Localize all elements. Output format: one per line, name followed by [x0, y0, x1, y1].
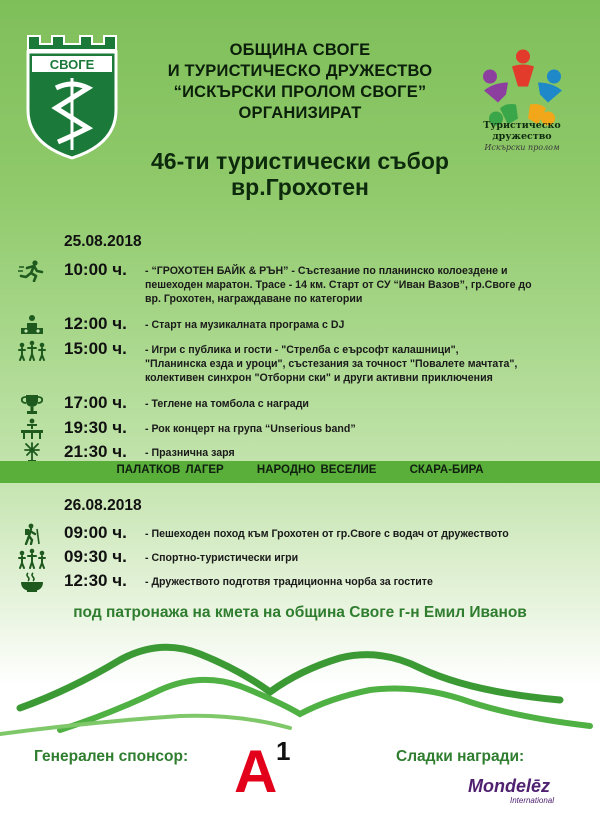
people-games-icon	[18, 547, 46, 569]
trophy-icon	[18, 393, 46, 415]
schedule-time: 19:30 ч.	[64, 418, 127, 437]
sweet-prizes-label: Сладки награди:	[396, 748, 525, 765]
schedule-description: - “ГРОХОТЕН БАЙК & РЪН” - Състезание по планинско колоездене и пешеходен маратон. Трасе - 14 км. Старт от СУ “Иван Вазов”, гр.Своге до вр. Грохотен, награждаване по категории	[145, 265, 532, 305]
schedule-description: - Спортно-туристически игри	[145, 552, 299, 564]
schedule-description: - Игри с публика и гости - "Стрелба с еърсофт калашници", "Планинска езда и уроци", състезания за точност "Повалете мачтата", колективен синхрон "Отборни ски" и други активни приключения	[145, 344, 518, 384]
people-games-icon	[18, 339, 46, 361]
svoge-crest-icon	[22, 32, 122, 162]
mondelez-logo-name: Mondelēz	[467, 776, 550, 796]
day-1-date: 25.08.2018	[64, 233, 142, 250]
schedule-description: - Теглене на томбола с награди	[145, 398, 309, 410]
a1-logo-digit: 1	[276, 736, 291, 766]
activities-band	[0, 461, 600, 483]
schedule-description: - Дружеството подготвя традиционна чорба за гостите	[145, 576, 433, 588]
tourist-society-logo-line-2: Искърски пролом	[484, 143, 560, 152]
hiker-icon	[18, 523, 46, 545]
organizer-line-4: ОРГАНИЗИРАТ	[238, 104, 362, 122]
a1-logo-letter: A	[234, 738, 278, 805]
organizer-line-3: “ИСКЪРСКИ ПРОЛОМ СВОГЕ”	[173, 83, 427, 101]
event-title-line-2: вр.Грохотен	[231, 174, 369, 200]
schedule-time: 21:30 ч.	[64, 442, 127, 461]
schedule-time: 12:00 ч.	[64, 314, 127, 333]
schedule-time: 15:00 ч.	[64, 339, 127, 358]
band-item-camp: ПАЛАТКОВ ЛАГЕР	[116, 464, 224, 476]
event-title	[100, 148, 500, 200]
event-title-line-1: 46-ти туристически събор	[151, 148, 449, 174]
schedule-description: - Старт на музикалната програма с DJ	[145, 319, 345, 331]
crest-text: СВОГЕ	[49, 57, 95, 72]
concert-icon	[18, 418, 46, 440]
tourist-society-logo-line-1: Туристическо дружество	[483, 120, 561, 142]
organizer-line-2: И ТУРИСТИЧЕСКО ДРУЖЕСТВО	[167, 62, 433, 80]
mountains-illustration-icon	[0, 630, 600, 740]
mondelez-logo	[454, 776, 564, 805]
poster-header	[0, 0, 600, 215]
soup-bowl-icon	[18, 571, 46, 593]
schedule-description: - Рок концерт на група “Unserious band”	[145, 423, 356, 435]
schedule-description: - Пешеходен поход към Грохотен от гр.Своге с водач от дружеството	[145, 528, 509, 540]
band-item-festivity: НАРОДНО ВЕСЕЛИЕ	[256, 464, 377, 476]
schedule-time: 10:00 ч.	[64, 260, 127, 279]
schedule-time: 12:30 ч.	[64, 571, 127, 590]
schedule-time: 09:30 ч.	[64, 547, 127, 566]
organizer-line-1: ОБЩИНА СВОГЕ	[229, 41, 371, 59]
schedule-time: 17:00 ч.	[64, 393, 127, 412]
patronage-line: под патронажа на кмета на община Своге г-н Емил Иванов	[73, 604, 527, 621]
dj-icon	[18, 314, 46, 336]
band-item-grill-beer: СКАРА-БИРА	[409, 464, 484, 476]
schedule-description: - Празнична заря	[145, 447, 235, 459]
a1-logo	[232, 738, 298, 804]
organizers-heading	[130, 40, 470, 124]
runner-icon	[18, 260, 46, 282]
day-2-date: 26.08.2018	[64, 497, 142, 514]
general-sponsor-label: Генерален спонсор:	[34, 748, 189, 765]
schedule-time: 09:00 ч.	[64, 523, 127, 542]
mondelez-logo-sub: International	[509, 796, 554, 805]
